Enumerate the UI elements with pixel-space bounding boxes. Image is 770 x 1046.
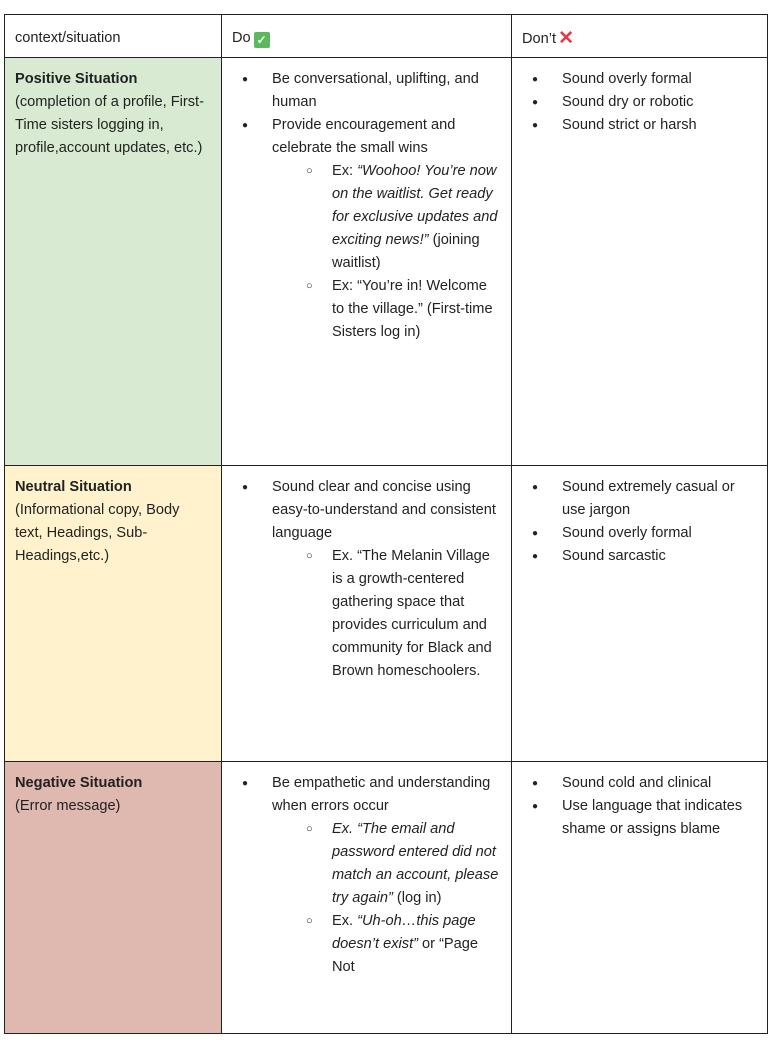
header-do-label: Do: [232, 30, 251, 46]
dont-item: ● Sound strict or harsh: [522, 114, 757, 137]
header-row: [5, 15, 768, 58]
do-cell: [222, 762, 512, 1034]
dont-cell: [512, 762, 768, 1034]
dont-cell: [512, 466, 768, 762]
dont-item: ● Sound overly formal: [522, 68, 757, 91]
situation-cell: [5, 762, 222, 1034]
situation-title: Positive Situation: [15, 71, 138, 87]
example-item: ○ Ex. “The email and password entered did not match an account, please try again” (log in): [272, 818, 501, 910]
dont-item: ● Sound extremely casual or use jargon: [522, 476, 757, 522]
do-cell: [222, 58, 512, 466]
dont-item: ● Sound overly formal: [522, 522, 757, 545]
voice-tone-table: [4, 14, 768, 1034]
table-row-negative: [5, 762, 768, 1034]
header-context: [5, 15, 222, 58]
header-dont: [512, 15, 768, 58]
do-item: ● Be conversational, uplifting, and human: [232, 68, 501, 114]
example-item: ○ Ex. “Uh-oh…this page doesn’t exist” or “Page Not: [272, 910, 501, 979]
example-item: ○ Ex: “Woohoo! You’re now on the waitlist. Get ready for exclusive updates and exciting news!” (joining waitlist): [272, 160, 501, 275]
dont-item: ● Sound cold and clinical: [522, 772, 757, 795]
dont-item: ● Sound dry or robotic: [522, 91, 757, 114]
dont-item: ● Sound sarcastic: [522, 545, 757, 568]
dont-cell: [512, 58, 768, 466]
table-row-neutral: [5, 466, 768, 762]
situation-desc: (Informational copy, Body text, Headings, Sub-Headings,etc.): [15, 502, 180, 564]
situation-cell: [5, 466, 222, 762]
example-item: ○ Ex. “The Melanin Village is a growth-centered gathering space that provides curriculum and community for Black and Brown homeschoolers.: [272, 545, 501, 683]
header-do: [222, 15, 512, 58]
dont-item: ● Use language that indicates shame or assigns blame: [522, 795, 757, 841]
situation-title: Negative Situation: [15, 775, 143, 791]
do-item: ● Be empathetic and understanding when errors occur ○ Ex. “The email and password entered did not match an account, please try again” (log in) ○ Ex. “Uh-oh…this page doesn’t exist” or “Page Not: [232, 772, 501, 979]
situation-title: Neutral Situation: [15, 479, 132, 495]
do-cell: [222, 466, 512, 762]
situation-desc: (completion of a profile, First-Time sisters logging in, profile,account updates, etc.): [15, 94, 204, 156]
situation-desc: (Error message): [15, 798, 121, 814]
example-item: ○ Ex: “You’re in! Welcome to the village.” (First-time Sisters log in): [272, 275, 501, 344]
situation-cell: [5, 58, 222, 466]
cross-mark-icon: ✕: [558, 28, 574, 49]
do-item: ● Provide encouragement and celebrate the small wins ○ Ex: “Woohoo! You’re now on the waitlist. Get ready for exclusive updates and exciting news!” (joining waitlist) ○ Ex: “You’re in! Welcome to the village.” (First-time Sisters log in): [232, 114, 501, 344]
header-dont-label: Don’t: [522, 31, 557, 47]
check-mark-icon: ✓: [254, 32, 270, 48]
table-row-positive: [5, 58, 768, 466]
header-context-label: context/situation: [15, 30, 121, 46]
do-item: ● Sound clear and concise using easy-to-understand and consistent language ○ Ex. “The Melanin Village is a growth-centered gathering space that provides curriculum and community for Black and Brown homeschoolers.: [232, 476, 501, 683]
